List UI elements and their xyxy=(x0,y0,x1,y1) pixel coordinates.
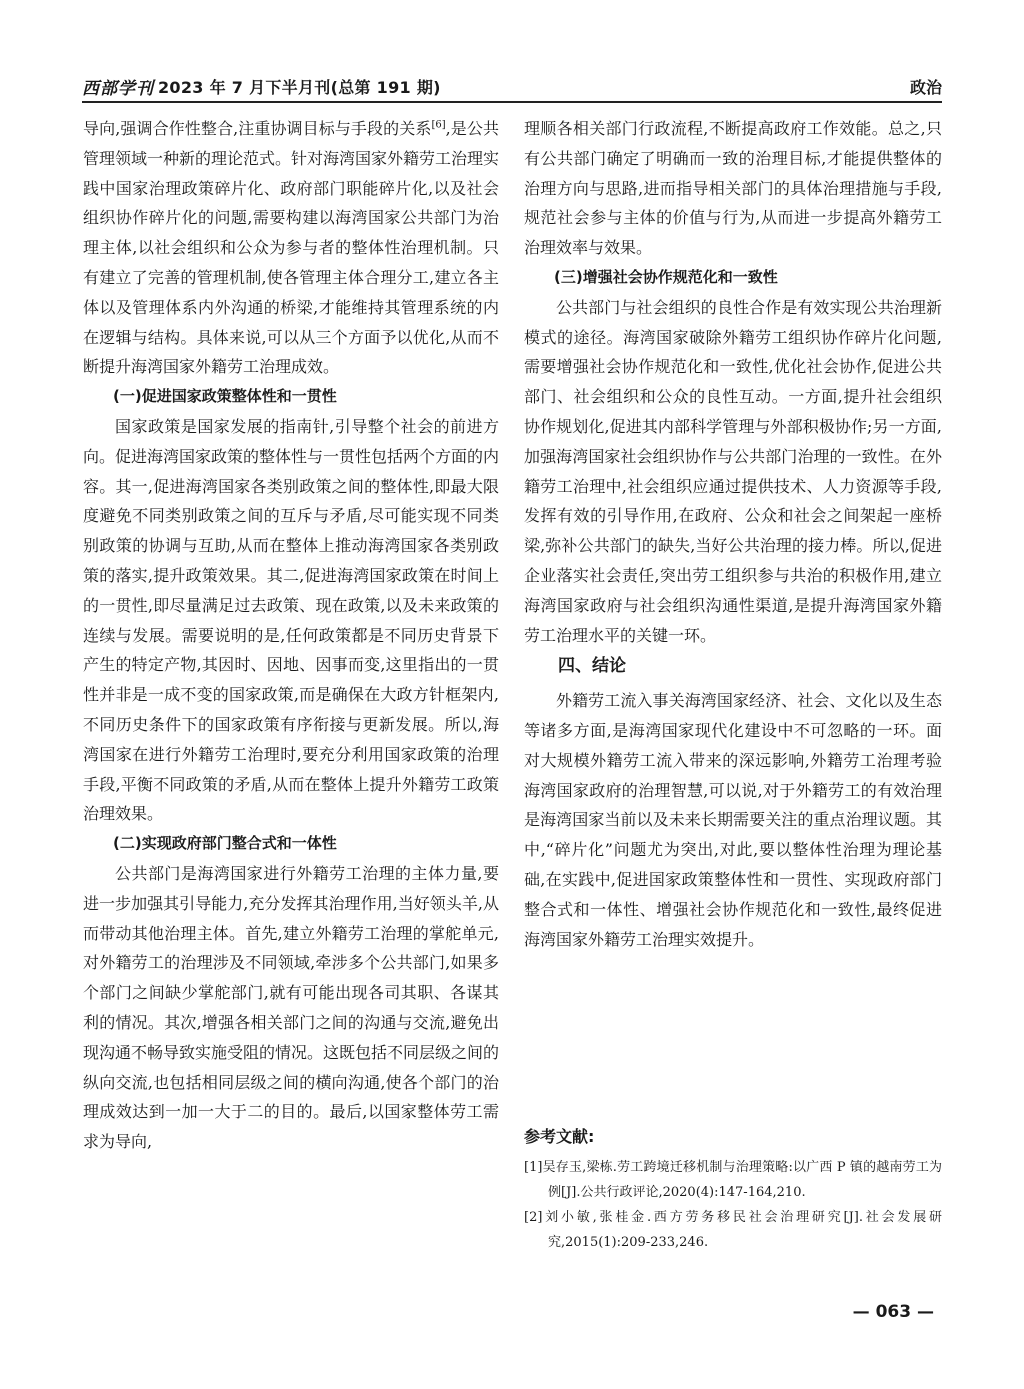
reference-item: [1]吴存玉,梁栋.劳工跨境迁移机制与治理策略:以广西 P 镇的越南劳工为例[J].公共行政评论,2020(4):147-164,210. xyxy=(524,1160,942,1200)
header-rule xyxy=(82,101,942,103)
paragraph: 理顺各相关部门行政流程,不断提高政府工作效能。总之,只有公共部门确定了明确而一致的治理目标,才能提供整体的治理方向与思路,进而指导相关部门的具体治理措施与手段,规范社会参与主体的价值与行为,从而进一步提高外籍劳工治理效率与效果。 xyxy=(524,119,942,258)
right-column xyxy=(524,114,942,954)
citation-marker: [6] xyxy=(431,119,446,131)
paragraph-text: 导向,强调合作性整合,注重协调目标与手段的关系 xyxy=(83,119,432,138)
issue-info: 2023 年 7 月下半月刊(总第 191 期) xyxy=(158,78,441,97)
paragraph: 外籍劳工流入事关海湾国家经济、社会、文化以及生态等诸多方面,是海湾国家现代化建设中不可忽略的一环。面对大规模外籍劳工流入带来的深远影响,外籍劳工治理考验海湾国家政府的治理智慧,可以说,对于外籍劳工的有效治理是海湾国家当前以及未来长期需要关注的重点治理议题。其中,“碎片化”问题尤为突出,对此,要以整体性治理为理论基础,在实践中,促进国家政策整体性和一贯性、实现政府部门整合式和一体性、增强社会协作规范化和一致性,最终促进海湾国家外籍劳工治理实效提升。 xyxy=(524,691,942,949)
references-title: 参考文献: xyxy=(524,1127,595,1146)
section-heading: (三)增强社会协作规范化和一致性 xyxy=(554,267,778,286)
section-name: 政治 xyxy=(909,78,942,97)
reference-item: [2]刘小敏,张桂金.西方劳务移民社会治理研究[J].社会发展研究,2015(1):209-233,246. xyxy=(524,1210,942,1250)
paragraph xyxy=(83,114,499,382)
left-column xyxy=(83,114,499,1157)
section-heading: (一)促进国家政策整体性和一贯性 xyxy=(113,387,337,406)
paragraph: 国家政策是国家发展的指南针,引导整个社会的前进方向。促进海湾国家政策的整体性与一贯性包括两个方面的内容。其一,促进海湾国家各类别政策之间的整体性,即最大限度避免不同类别政策之间的互斥与矛盾,尽可能实现不同类别政策的协调与互助,从而在整体上推动海湾国家各类别政策的落实,提升政策效果。其二,促进海湾国家政策在时间上的一贯性,即尽量满足过去政策、现在政策,以及未来政策的连续与发展。需要说明的是,任何政策都是不同历史背景下产生的特定产物,其因时、因地、因事而变,这里指出的一贯性并非是一成不变的国家政策,而是确保在大政方针框架内,不同历史条件下的国家政策有序衔接与更新发展。所以,海湾国家在进行外籍劳工治理时,要充分利用国家政策的治理手段,平衡不同政策的矛盾,从而在整体上提升外籍劳工政策治理效果。 xyxy=(83,416,500,824)
section-heading: (二)实现政府部门整合式和一体性 xyxy=(113,834,337,853)
paragraph: 公共部门与社会组织的良性合作是有效实现公共治理新模式的途径。海湾国家破除外籍劳工组织协作碎片化问题,需要增强社会协作规范化和一致性,优化社会协作,促进公共部门、社会组织和公众的良性互动。一方面,提升社会组织协作规划化,促进其内部科学管理与外部积极协作;另一方面,加强海湾国家社会组织协作与公共部门治理的一致性。在外籍劳工治理中,社会组织应通过提供技术、人力资源等手段,发挥有效的引导作用,在政府、公众和社会之间架起一座桥梁,弥补公共部门的缺失,当好公共治理的接力棒。所以,促进企业落实社会责任,突出劳工组织参与共治的积极作用,建立海湾国家政府与社会组织沟通性渠道,是提升海湾国家外籍劳工治理水平的关键一环。 xyxy=(524,297,942,645)
page-number: — 063 — xyxy=(852,1302,934,1322)
paragraph: 公共部门是海湾国家进行外籍劳工治理的主体力量,要进一步加强其引导能力,充分发挥其治理作用,当好领头羊,从而带动其他治理主体。首先,建立外籍劳工治理的掌舵单元,对外籍劳工的治理涉及不同领域,牵涉多个公共部门,如果多个部门之间缺少掌舵部门,就有可能出现各司其职、各谋其利的情况。其次,增强各相关部门之间的沟通与交流,避免出现沟通不畅导致实施受阻的情况。这既包括不同层级之间的纵向交流,也包括相同层级之间的横向沟通,使各个部门的治理成效达到一加一大于二的目的。最后,以国家整体劳工需求为导向, xyxy=(83,863,500,1152)
journal-logo: 西部学刊 xyxy=(82,79,154,99)
chapter-heading: 四、结论 xyxy=(558,656,626,677)
paragraph-text: ,是公共管理领域一种新的理论范式。针对海湾国家外籍劳工治理实践中国家治理政策碎片化、政府部门职能碎片化,以及社会组织协作碎片化的问题,需要构建以海湾国家公共部门为治理主体,以社会组织和公众为参与者的整体性治理机制。只有建立了完善的管理机制,使各管理主体合理分工,建立各主体以及管理体系内外沟通的桥梁,才能维持其管理系统的内在逻辑与结构。具体来说,可以从三个方面予以优化,从而不断提升海湾国家外籍劳工治理成效。 xyxy=(83,119,500,377)
running-header xyxy=(82,68,942,104)
references xyxy=(524,1124,942,1255)
